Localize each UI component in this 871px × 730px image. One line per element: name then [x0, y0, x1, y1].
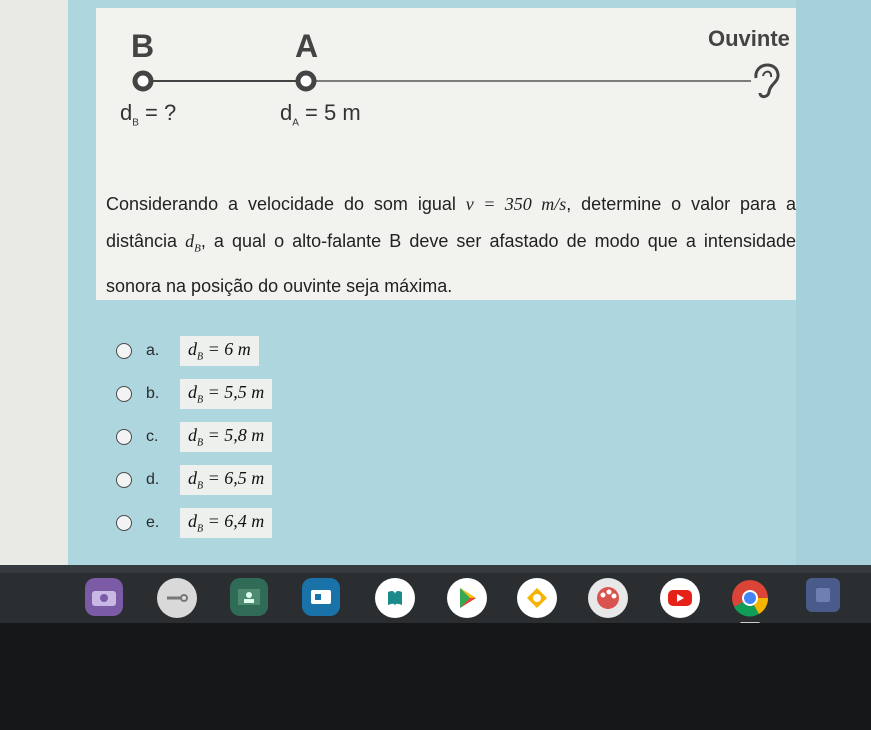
ear-icon [756, 65, 778, 97]
option-e[interactable] [116, 508, 272, 538]
radio-button[interactable] [116, 343, 132, 359]
option-value: $d_B = 5,5$ m [180, 379, 272, 409]
listener-label: Ouvinte [708, 26, 790, 51]
youtube-icon[interactable] [660, 578, 700, 618]
canvas-paint-icon[interactable] [588, 578, 628, 618]
option-value: $d_B = 5,8$ m [180, 422, 272, 452]
play-store-icon[interactable] [447, 578, 487, 618]
classroom-app-icon[interactable] [230, 578, 268, 616]
page-margin-right [796, 0, 871, 565]
distance-a-label: $d_A = 5$ m [280, 100, 361, 129]
option-letter: e. [146, 514, 160, 531]
page-margin-left [0, 0, 68, 565]
speaker-diagram [96, 8, 796, 148]
question-panel [68, 0, 796, 565]
books-app-icon[interactable] [375, 578, 415, 618]
diagram-lines [96, 8, 796, 148]
speaker-b-circle [135, 73, 151, 89]
screen-bezel [0, 623, 871, 730]
radio-button[interactable] [116, 515, 132, 531]
keep-icon[interactable] [517, 578, 557, 618]
option-d[interactable] [116, 465, 272, 495]
option-letter: d. [146, 471, 160, 488]
speaker-a-label: A [295, 28, 319, 64]
question-text-card [96, 8, 796, 300]
option-c[interactable] [116, 422, 272, 452]
option-a[interactable] [116, 336, 259, 366]
settings-square-icon[interactable] [806, 578, 840, 612]
files-app-icon[interactable] [157, 578, 197, 618]
radio-button[interactable] [116, 472, 132, 488]
option-letter: c. [146, 428, 159, 445]
camera-app-icon[interactable] [85, 578, 123, 616]
speaker-a-circle [298, 73, 314, 89]
option-value: $d_B = 6$ m [180, 336, 259, 366]
option-value: $d_B = 6,4$ m [180, 508, 272, 538]
radio-button[interactable] [116, 386, 132, 402]
chrome-icon[interactable] [730, 578, 770, 618]
option-value: $d_B = 6,5$ m [180, 465, 272, 495]
speaker-b-label: B [131, 28, 155, 64]
question-statement: Considerando a velocidade do som igual v = 350 m/s, determine o valor para a distância $d_B$, a qual o alto-falante B deve ser afastado de modo que a intensidade sonora na posição do ouvinte seja máxima. [106, 194, 797, 296]
distance-b-label: $d_B$ = ? [120, 100, 177, 129]
option-letter: a. [146, 342, 160, 359]
radio-button[interactable] [116, 429, 132, 445]
option-letter: b. [146, 385, 160, 402]
taskbar-edge [0, 565, 871, 573]
slides-app-icon[interactable] [302, 578, 340, 616]
option-b[interactable] [116, 379, 272, 409]
